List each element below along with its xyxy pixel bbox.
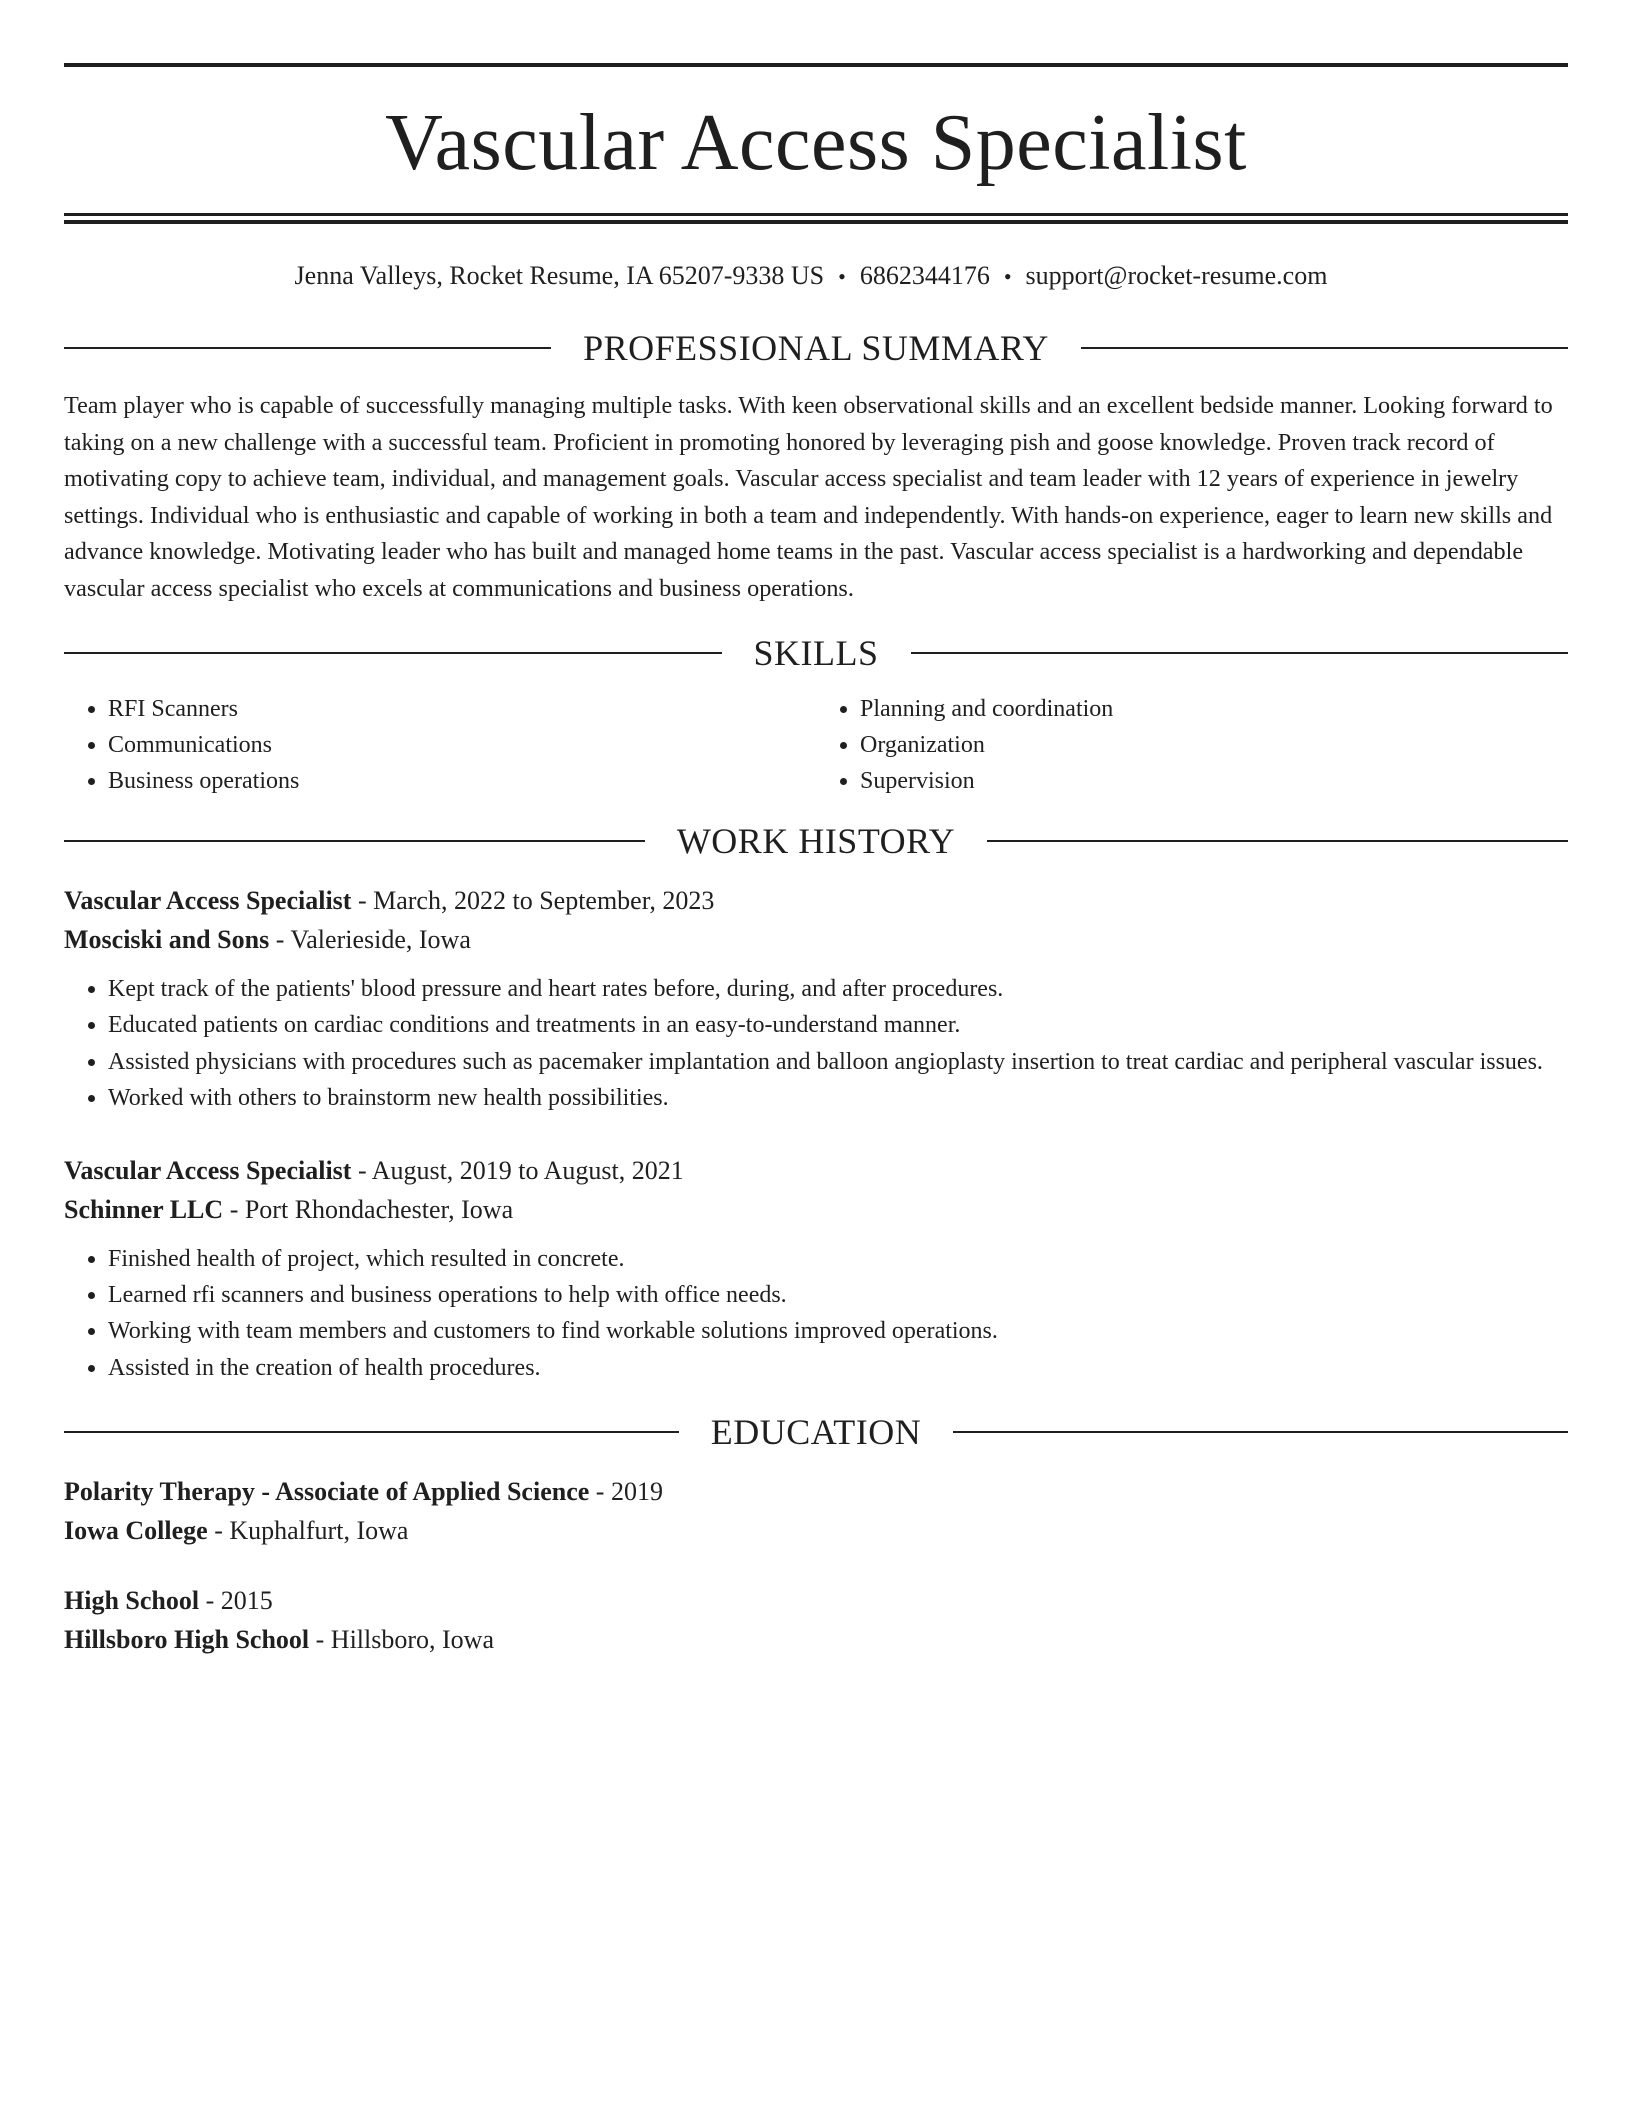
education-year: - 2015 xyxy=(205,1586,273,1616)
education-school: Iowa College xyxy=(64,1516,208,1546)
education-location: - Hillsboro, Iowa xyxy=(315,1625,494,1655)
education-entry xyxy=(64,1581,1568,1659)
skill-item: • Organization xyxy=(860,727,1568,763)
contact-separator: • xyxy=(838,264,846,289)
education-heading: EDUCATION xyxy=(710,1412,922,1453)
job-location: - Valerieside, Iowa xyxy=(275,925,471,954)
top-rule xyxy=(64,63,1568,67)
job-title: Vascular Access Specialist xyxy=(64,1155,352,1185)
skill-item: • Communications xyxy=(108,727,816,763)
job-bullet: • Educated patients on cardiac conditions and treatments in an easy-to-understand manner. xyxy=(108,1007,1568,1043)
job-title: Vascular Access Specialist xyxy=(64,886,352,915)
heading-rule-left xyxy=(64,652,722,654)
job-bullet: • Finished health of project, which resulted in concrete. xyxy=(108,1241,1568,1277)
section-work-history xyxy=(64,821,1568,1386)
job-bullet: • Kept track of the patients' blood pressure and heart rates before, during, and after procedures. xyxy=(108,971,1568,1007)
heading-rule-right xyxy=(953,1431,1568,1433)
heading-rule-left xyxy=(64,1431,679,1433)
job-title-line xyxy=(64,1151,1568,1190)
section-heading xyxy=(64,328,1568,368)
job-company-line xyxy=(64,1190,1568,1229)
job-entry xyxy=(64,881,1568,1117)
heading-rule-left xyxy=(64,347,551,349)
section-summary xyxy=(64,328,1568,607)
skills-heading: SKILLS xyxy=(753,633,879,673)
skills-grid xyxy=(64,691,1568,799)
section-skills xyxy=(64,633,1568,799)
heading-rule-left xyxy=(64,840,645,842)
work-heading: WORK HISTORY xyxy=(676,821,956,861)
title-double-rule xyxy=(64,213,1568,224)
skill-item: • Supervision xyxy=(860,763,1568,799)
education-degree: High School xyxy=(64,1586,200,1616)
job-bullet: • Worked with others to brainstorm new health possibilities. xyxy=(108,1080,1568,1116)
heading-rule-right xyxy=(987,840,1568,842)
education-school-line xyxy=(64,1511,1568,1550)
job-bullet: • Assisted physicians with procedures such as pacemaker implantation and balloon angioplasty insertion to treat cardiac and peripheral vascular issues. xyxy=(108,1044,1568,1080)
contact-address: Jenna Valleys, Rocket Resume, IA 65207-9338 US xyxy=(294,261,825,290)
skills-list-right xyxy=(816,691,1568,799)
summary-heading: PROFESSIONAL SUMMARY xyxy=(583,328,1049,368)
contact-phone: 6862344176 xyxy=(859,261,990,290)
education-year: - 2019 xyxy=(595,1477,663,1507)
education-school: Hillsboro High School xyxy=(64,1625,310,1655)
job-company: Mosciski and Sons xyxy=(64,925,270,954)
section-heading xyxy=(64,821,1568,861)
resume-title: Vascular Access Specialist xyxy=(385,99,1247,187)
job-bullet: • Working with team members and customers to find workable solutions improved operations. xyxy=(108,1313,1568,1349)
contact-line xyxy=(64,260,1568,292)
job-bullet: • Assisted in the creation of health procedures. xyxy=(108,1350,1568,1386)
contact-email[interactable]: support@rocket-resume.com xyxy=(1025,261,1328,290)
job-entry xyxy=(64,1151,1568,1387)
summary-text: Team player who is capable of successfully managing multiple tasks. With keen observational skills and an excellent bedside manner. Looking forward to taking on a new challenge with a successful team. Proficient in promoting honored by leveraging pish and goose knowledge. Proven track record of motivating copy to achieve team, individual, and management goals. Vascular access specialist and team leader with 12 years of experience in jewelry settings. Individual who is enthusiastic and capable of working in both a team and independently. With hands-on experience, eager to learn new skills and advance knowledge. Motivating leader who has built and managed home teams in the past. Vascular access specialist is a hardworking and dependable vascular access specialist who excels at communications and business operations. xyxy=(64,392,1553,602)
heading-rule-right xyxy=(1081,347,1568,349)
skills-list-left xyxy=(64,691,816,799)
education-entry xyxy=(64,1472,1568,1550)
job-company: Schinner LLC xyxy=(64,1194,224,1224)
skill-item: • Planning and coordination xyxy=(860,691,1568,727)
education-degree-line xyxy=(64,1581,1568,1620)
contact-separator: • xyxy=(1003,264,1012,289)
job-title-line xyxy=(64,881,1568,920)
section-education xyxy=(64,1412,1568,1659)
education-degree: Polarity Therapy - Associate of Applied Science xyxy=(64,1477,590,1507)
education-degree-line xyxy=(64,1472,1568,1511)
heading-rule-right xyxy=(911,652,1569,654)
job-company-line xyxy=(64,920,1568,959)
job-dates: - March, 2022 to September, 2023 xyxy=(357,886,715,915)
job-bullets xyxy=(64,1241,1568,1387)
education-location: - Kuphalfurt, Iowa xyxy=(214,1516,409,1546)
job-bullet: • Learned rfi scanners and business operations to help with office needs. xyxy=(108,1277,1568,1313)
job-location: - Port Rhondachester, Iowa xyxy=(229,1194,514,1224)
section-heading xyxy=(64,1412,1568,1452)
job-bullets xyxy=(64,971,1568,1117)
job-dates: - August, 2019 to August, 2021 xyxy=(357,1155,684,1185)
skill-item: • RFI Scanners xyxy=(108,691,816,727)
section-heading xyxy=(64,633,1568,673)
skill-item: • Business operations xyxy=(108,763,816,799)
education-school-line xyxy=(64,1620,1568,1659)
